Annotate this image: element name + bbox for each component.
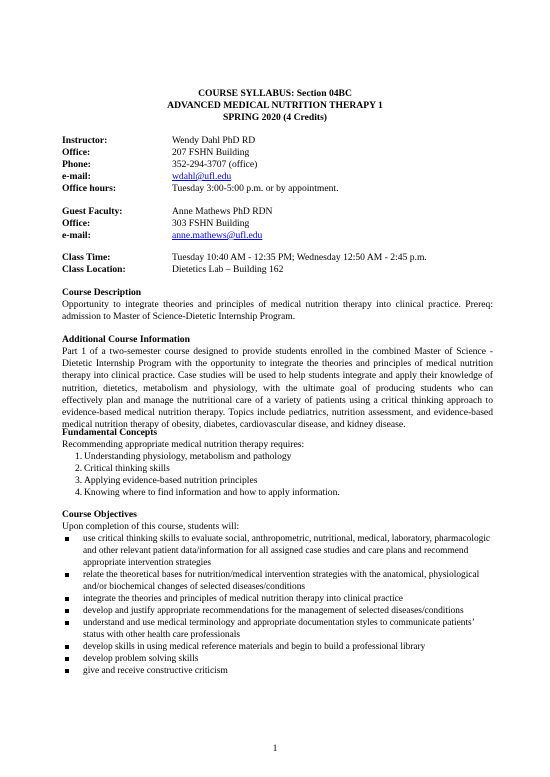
instructor-office: 207 FSHN Building: [172, 147, 250, 158]
guest-faculty-label: Guest Faculty:: [62, 206, 123, 217]
list-item: 1. Understanding physiology, metabolism and pathology: [75, 451, 292, 462]
syllabus-title: COURSE SYLLABUS: Section 04BC: [198, 88, 352, 99]
fundamental-concepts-intro: Recommending appropriate medical nutrition therapy requires:: [62, 439, 305, 450]
bullet-icon: [65, 621, 69, 625]
fundamental-concepts-heading: Fundamental Concepts: [62, 427, 158, 438]
list-item: develop problem solving skills: [62, 653, 493, 665]
class-time: Tuesday 10:40 AM - 12:35 PM; Wednesday 12:50 AM - 2:45 p.m.: [172, 252, 427, 263]
page-number: 1: [272, 743, 278, 754]
course-objectives-heading: Course Objectives: [62, 509, 137, 520]
bullet-icon: [65, 609, 69, 613]
term-credits: SPRING 2020 (4 Credits): [222, 112, 328, 123]
class-location: Dietetics Lab – Building 162: [172, 264, 284, 275]
list-item: 2. Critical thinking skills: [75, 463, 170, 474]
office-label: Office:: [62, 147, 91, 158]
bullet-icon: [65, 573, 69, 577]
course-description-heading: Course Description: [62, 287, 142, 298]
course-objectives-intro: Upon completion of this course, students will:: [62, 521, 240, 532]
fundamental-concepts-list: [62, 451, 493, 499]
class-time-label: Class Time:: [62, 252, 111, 263]
list-item: understand and use medical terminology and appropriate documentation styles to communicate patients’ status with other health care professionals: [62, 617, 493, 641]
instructor-name: Wendy Dahl PhD RD: [172, 135, 256, 146]
additional-info-heading: Additional Course Information: [62, 334, 190, 345]
instructor-email-link[interactable]: wdahl@ufl.edu: [172, 171, 232, 182]
course-name: ADVANCED MEDICAL NUTRITION THERAPY 1: [167, 100, 383, 111]
list-item: 3. Applying evidence-based nutrition principles: [75, 475, 258, 486]
class-location-label: Class Location:: [62, 264, 126, 275]
bullet-icon: [65, 645, 69, 649]
list-item: give and receive constructive criticism: [62, 665, 493, 677]
email-label: e-mail:: [62, 171, 91, 182]
instructor-label: Instructor:: [62, 135, 108, 146]
guest-email-link[interactable]: anne.mathews@ufl.edu: [172, 230, 263, 241]
bullet-icon: [65, 597, 69, 601]
guest-email-label: e-mail:: [62, 230, 91, 241]
bullet-icon: [65, 537, 69, 541]
list-item: use critical thinking skills to evaluate social, anthropometric, nutritional, medical, laboratory, pharmacologic and other relevant patient data/information for all assigned case studies and care plans and recommend appropriate intervention strategies: [62, 533, 493, 569]
guest-office: 303 FSHN Building: [172, 218, 250, 229]
bullet-icon: [65, 657, 69, 661]
office-hours: Tuesday 3:00-5:00 p.m. or by appointment.: [172, 183, 339, 194]
course-objectives-list: [62, 533, 493, 677]
list-item: 4. Knowing where to find information and how to apply information.: [75, 487, 340, 498]
guest-office-label: Office:: [62, 218, 91, 229]
guest-faculty-name: Anne Mathews PhD RDN: [172, 206, 273, 217]
bullet-icon: [65, 669, 69, 673]
instructor-phone: 352-294-3707 (office): [172, 159, 258, 170]
list-item: integrate the theories and principles of medical nutrition therapy into clinical practice: [62, 593, 493, 605]
list-item: develop skills in using medical reference materials and begin to build a professional library: [62, 641, 493, 653]
additional-info-text: Part 1 of a two-semester course designed to provide students enrolled in the combined Master of Science - Dietetic Internship Program with the opportunity to integrate the theories and principles of medical nutrition therapy into clinical practice. Case studies will be used to help students integrate and apply their knowledge of nutrition, dietetics, metabolism and physiology, with the ultimate goal of producing students who can effectively plan and manage the nutritional care of a variety of patients using a critical thinking approach to evidence-based medical nutrition therapy. Topics include pediatrics, nutrition assessment, and evidence-based medical nutrition therapy of obesity, diabetes, cardiovascular disease, and kidney disease.: [62, 346, 493, 431]
office-hours-label: Office hours:: [62, 183, 117, 194]
course-description-text: Opportunity to integrate theories and principles of medical nutrition therapy into clinical practice. Prereq: admission to Master of Science-Dietetic Internship Program.: [62, 299, 493, 323]
phone-label: Phone:: [62, 159, 91, 170]
list-item: relate the theoretical bases for nutrition/medical intervention strategies with the anatomical, physiological and/or biochemical changes of selected diseases/conditions: [62, 569, 493, 593]
list-item: develop and justify appropriate recommendations for the management of selected diseases/conditions: [62, 605, 493, 617]
